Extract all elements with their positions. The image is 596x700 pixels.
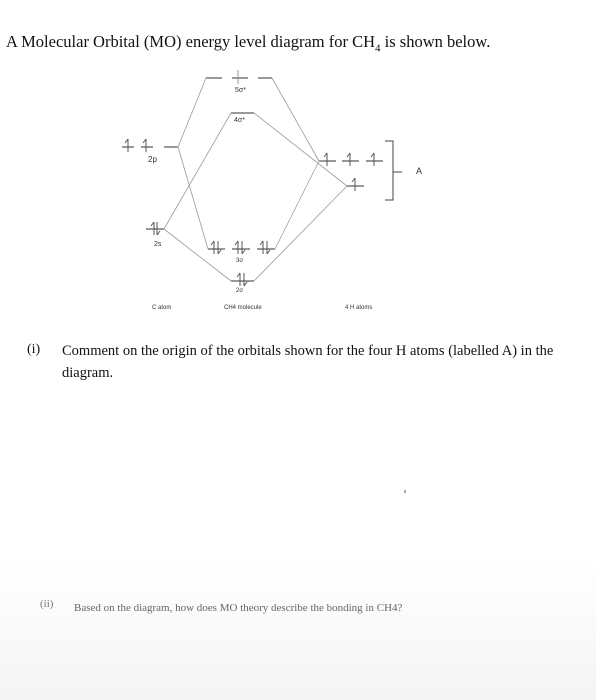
group-bracket xyxy=(385,141,402,200)
ch4-molecule-label: CH4 molecule xyxy=(224,305,262,311)
mo-energy-diagram xyxy=(0,0,596,330)
question-1-number: (i) xyxy=(27,342,41,357)
mo-2s-label: 2σ xyxy=(236,288,244,294)
electron-arrow xyxy=(218,241,221,254)
hydrogen-atoms-label: 4 H atoms xyxy=(345,305,373,311)
page-title: A Molecular Orbital (MO) energy level diagram for $CH_4$ is shown below. xyxy=(6,32,491,55)
electron-arrow xyxy=(211,241,214,254)
electron-arrow xyxy=(242,241,245,254)
group-label-a: A xyxy=(416,166,423,176)
electron-arrow xyxy=(371,153,374,166)
electron-arrow xyxy=(143,139,146,152)
correlation-lines xyxy=(164,78,347,281)
mo-4s-label: 4σ* xyxy=(234,117,245,124)
mo-3s-label: 3σ xyxy=(236,258,244,264)
question-2-text: Based on the diagram, how does MO theory describe the bonding in CH4? xyxy=(74,602,403,614)
electron-arrow xyxy=(352,178,355,191)
c-2s-label: 2s xyxy=(154,241,162,248)
electron-arrow xyxy=(244,273,247,286)
carbon-atom-label: C atom xyxy=(152,305,172,311)
electron-arrow xyxy=(324,153,327,166)
electron-arrow xyxy=(347,153,350,166)
electron-arrow xyxy=(235,241,238,254)
mo-5s-label: 5σ* xyxy=(235,87,246,94)
electron-arrow xyxy=(125,139,128,152)
c-2p-label: 2p xyxy=(148,155,157,164)
electron-arrow xyxy=(237,273,240,286)
question-1-text: Comment on the origin of the orbitals shown for the four H atoms (labelled A) in the diagram. xyxy=(62,343,554,381)
electron-arrow xyxy=(267,241,270,254)
stray-mark xyxy=(404,490,406,493)
electron-arrow xyxy=(260,241,263,254)
question-2-number: (ii) xyxy=(40,598,54,610)
